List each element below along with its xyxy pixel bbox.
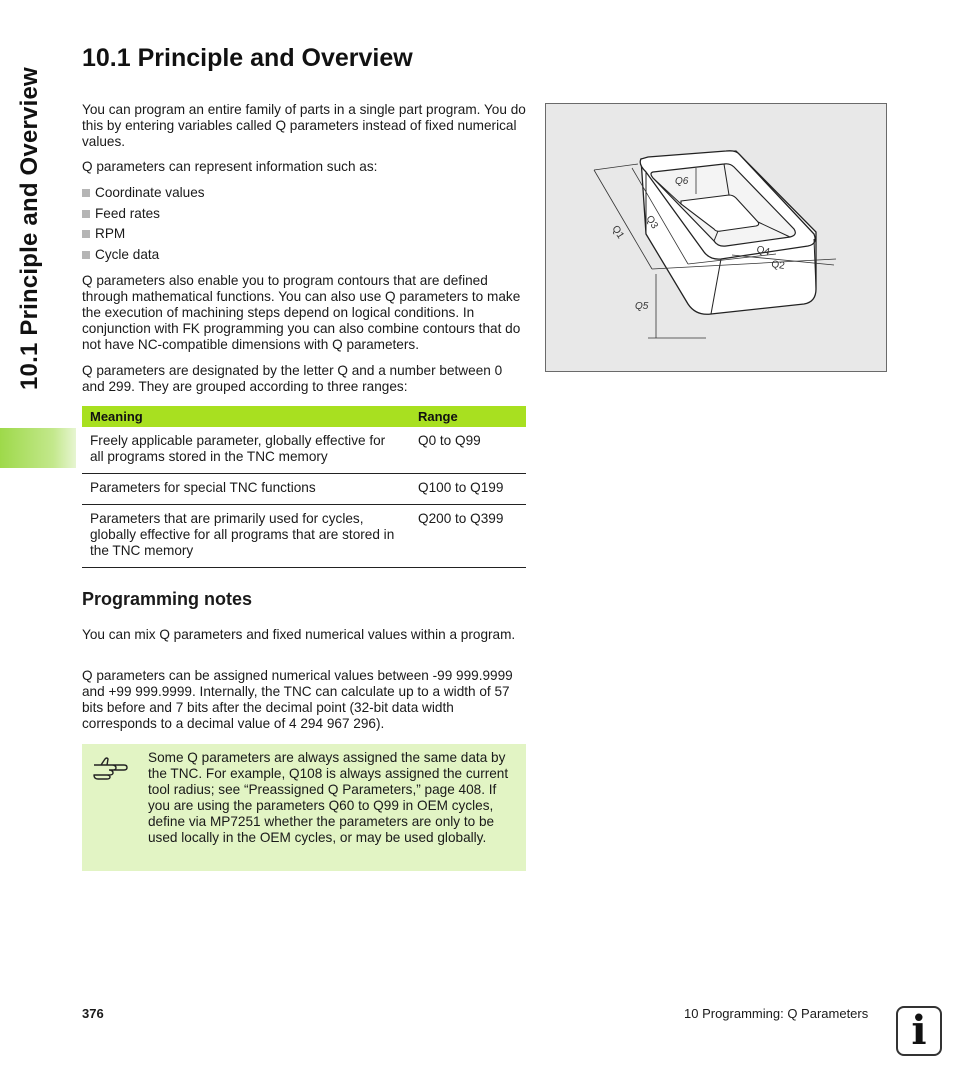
pocket-illustration (546, 104, 886, 371)
intro-paragraph-2: Q parameters can represent information such as: (82, 159, 378, 174)
notes-paragraph-2: Q parameters can be assigned numerical values between -99 999.9999 and +99 999.9999. Internally, the TNC can calculate up to a width of 57 bits before and 7 bits after the decimal point (32-bit data width corresponds to a decimal value of 4 294 967 296). (82, 668, 513, 731)
side-tab-title: 10.1 Principle and Overview (16, 67, 43, 390)
bullet-list (82, 185, 205, 267)
cell-meaning: Parameters that are primarily used for cycles, globally effective for all programs that are stored in the TNC memory (82, 505, 410, 568)
side-tab-marker (0, 428, 76, 468)
page-number: 376 (82, 1006, 104, 1021)
cell-range: Q100 to Q199 (410, 474, 526, 505)
cell-range: Q0 to Q99 (410, 427, 526, 474)
figure-label-q3: Q3 (643, 213, 660, 231)
table-row (82, 505, 526, 568)
q-parameter-ranges-table (82, 406, 526, 568)
intro-paragraph-1: You can program an entire family of parts in a single part program. You do this by entering variables called Q parameters instead of fixed numerical values. (82, 102, 526, 149)
column-header-range: Range (410, 406, 526, 427)
figure-label-q2: Q2 (770, 259, 786, 272)
pocket-figure (545, 103, 887, 372)
info-icon: i (896, 1006, 942, 1056)
bullet-square-icon (82, 251, 90, 259)
table-row (82, 474, 526, 505)
table-header-row (82, 406, 526, 427)
chapter-title: 10 Programming: Q Parameters (684, 1006, 869, 1021)
cell-meaning: Freely applicable parameter, globally effective for all programs stored in the TNC memory (82, 427, 410, 474)
list-item: Coordinate values (82, 185, 205, 206)
bullet-square-icon (82, 230, 90, 238)
figure-label-q4: Q4 (755, 244, 771, 259)
table-row (82, 427, 526, 474)
bullet-square-icon (82, 189, 90, 197)
section-heading: Programming notes (82, 589, 253, 609)
figure-label-q1: Q1 (609, 223, 626, 241)
list-item: RPM (82, 226, 205, 247)
side-tab (0, 0, 76, 470)
intro-paragraph-4: Q parameters are designated by the letter Q and a number between 0 and 299. They are grouped according to three ranges: (82, 363, 503, 394)
cell-range: Q200 to Q399 (410, 505, 526, 568)
cell-meaning: Parameters for special TNC functions (82, 474, 410, 505)
list-item: Feed rates (82, 206, 205, 227)
column-header-meaning: Meaning (82, 406, 410, 427)
note-text: Some Q parameters are always assigned the same data by the TNC. For example, Q108 is always assigned the current tool radius; see “Preassigned Q Parameters,” page 408. If you are using the parameters Q60 to Q99 in OEM cycles, define via MP7251 whether the parameters are only to be used locally in the OEM cycles, or may be used globally. (148, 750, 509, 845)
bullet-square-icon (82, 210, 90, 218)
notes-paragraph-1: You can mix Q parameters and fixed numerical values within a program. (82, 627, 516, 642)
list-item: Cycle data (82, 247, 205, 268)
figure-label-q5: Q5 (635, 301, 649, 312)
page-title: 10.1 Principle and Overview (82, 44, 413, 72)
figure-label-q6: Q6 (675, 176, 689, 187)
pointing-hand-icon (92, 756, 128, 780)
note-box (82, 744, 526, 871)
intro-paragraph-3: Q parameters also enable you to program contours that are defined through mathematical functions. You can also use Q parameters to make the execution of machining steps depend on logical conditions. In conjunction with FK programming you can also combine contours that do not have NC-compatible dimensions with Q parameters. (82, 273, 521, 352)
